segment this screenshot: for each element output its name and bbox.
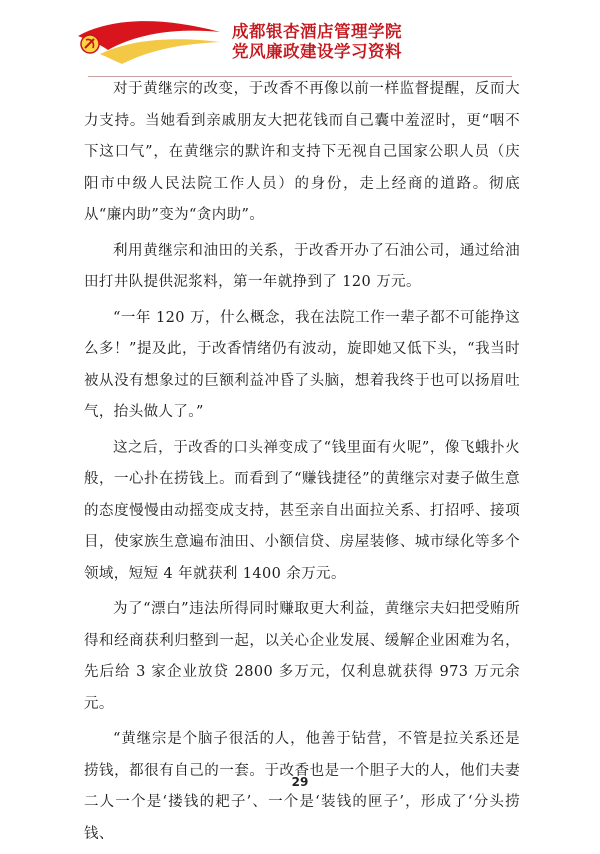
- header-titles: [232, 22, 402, 62]
- page-number: 29: [291, 775, 309, 789]
- party-banner-emblem: [70, 14, 230, 74]
- header-title-institution: 成都银杏酒店管理学院: [232, 22, 402, 41]
- paragraph: 这之后，于改香的口头禅变成了“钱里面有火呢”，像飞蛾扑火般，一心扑在捞钱上。而看到了“赚钱捷径”的黄继宗对妻子做生意的态度慢慢由动摇变成支持，甚至亲自出面拉关系、打招呼、接项目，使家族生意遍布油田、小额信贷、房屋装修、城市绿化等多个领域，短短 4 年就获利 1400 余万元。: [84, 439, 520, 582]
- document-body: [84, 74, 520, 854]
- header-title-subject: 党风廉政建设学习资料: [232, 42, 402, 61]
- paragraph: “黄继宗是个脑子很活的人，他善于钻营，不管是拉关系还是捞钱，都很有自己的一套。于改香也是一个胆子大的人，他们夫妻二人一个是‘搂钱的耙子’、一个是‘装钱的匣子’，形成了‘分头捞钱、: [84, 731, 520, 842]
- paragraph: 为了“漂白”违法所得同时赚取更大利益，黄继宗夫妇把受贿所得和经商获利归整到一起，以关心企业发展、缓解企业困难为名，先后给 3 家企业放贷 2800 多万元，仅利息就获得 973 万元余元。: [84, 601, 520, 712]
- paragraph: “一年 120 万，什么概念，我在法院工作一辈子都不可能挣这么多！”提及此，于改香情绪仍有波动，旋即她又低下头，“我当时被从没有想象过的巨额利益冲昏了头脑，想着我终于也可以扬眉吐气，抬头做人了。”: [84, 309, 520, 420]
- hammer-sickle-icon: [81, 35, 99, 53]
- paragraph: 利用黄继宗和油田的关系，于改香开办了石油公司，通过给油田打井队提供泥浆料，第一年就挣到了 120 万元。: [84, 242, 520, 290]
- paragraph: 对于黄继宗的改变，于改香不再像以前一样监督提醒，反而大力支持。当她看到亲戚朋友大把花钱而自己囊中羞涩时，更“咽不下这口气”，在黄继宗的默许和支持下无视自己国家公职人员（庆阳市中级人民法院工作人员）的身份，走上经商的道路。彻底从“廉内助”变为“贪内助”。: [84, 81, 520, 223]
